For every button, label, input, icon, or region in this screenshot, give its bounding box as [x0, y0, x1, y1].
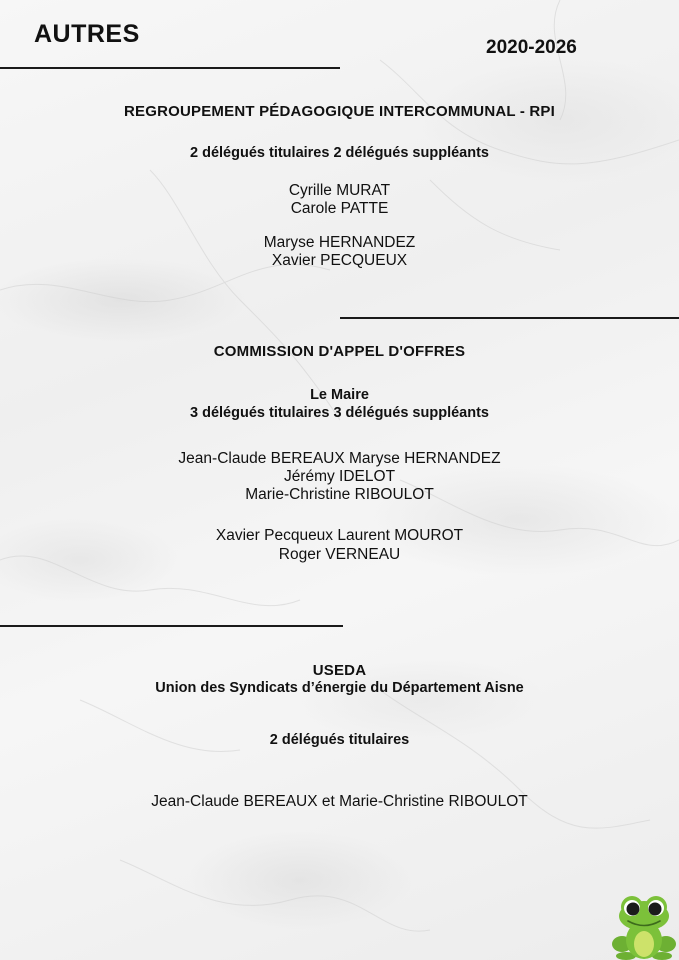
cao-substitute: Roger VERNEAU	[278, 546, 401, 563]
rpi-member: Carole PATTE	[290, 200, 389, 217]
useda-composition: 2 délégués titulaires	[269, 732, 410, 748]
cao-lead: Le Maire	[310, 387, 369, 403]
cao-substitute: Xavier Pecqueux Laurent MOUROT	[215, 527, 464, 544]
cao-member: Marie-Christine RIBOULOT	[245, 486, 434, 503]
rpi-substitute: Xavier PECQUEUX	[271, 252, 408, 269]
useda-full-name: Union des Syndicats d’énergie du Département Aisne	[155, 680, 524, 696]
cao-member: Jérémy IDELOT	[283, 468, 396, 485]
term-years: 2020-2026	[486, 37, 577, 58]
divider-bottom	[0, 625, 343, 627]
cao-composition: 3 délégués titulaires 3 délégués suppléants	[190, 405, 489, 421]
useda-heading: USEDA	[312, 662, 367, 679]
page-title: AUTRES	[34, 20, 140, 48]
cao-member: Jean-Claude BEREAUX Maryse HERNANDEZ	[178, 450, 501, 467]
divider-middle	[340, 317, 679, 319]
rpi-composition: 2 délégués titulaires 2 délégués suppléants	[190, 145, 489, 161]
useda-members: Jean-Claude BEREAUX et Marie-Christine RIBOULOT	[151, 793, 528, 810]
rpi-member: Cyrille MURAT	[288, 182, 391, 199]
divider-top	[0, 67, 340, 69]
frog-icon	[612, 890, 676, 960]
rpi-heading: REGROUPEMENT PÉDAGOGIQUE INTERCOMMUNAL - RPI	[123, 103, 556, 120]
cao-heading: COMMISSION D'APPEL D'OFFRES	[213, 343, 466, 360]
rpi-substitute: Maryse HERNANDEZ	[263, 234, 416, 251]
